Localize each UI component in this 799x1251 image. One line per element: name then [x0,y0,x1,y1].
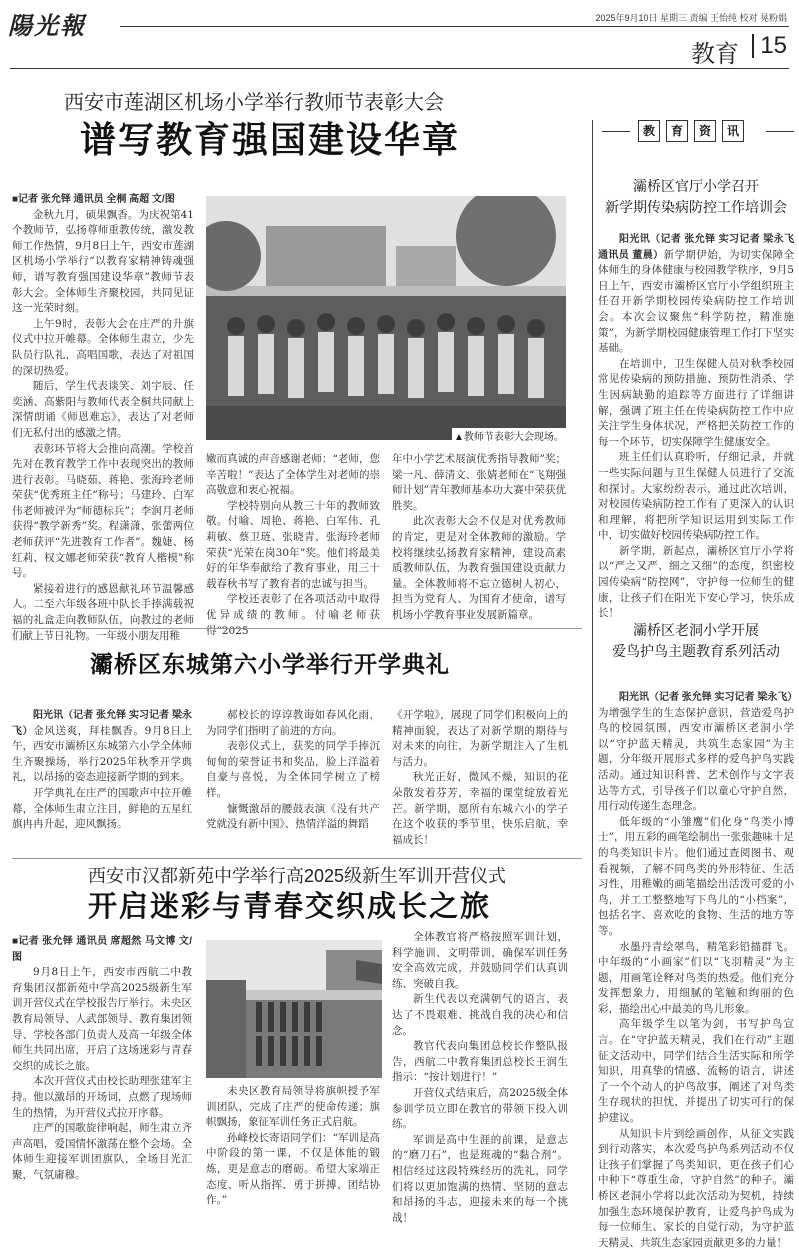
section-name: 教育 [691,41,739,68]
news2-para [598,690,798,815]
news1-title-line2: 新学期传染病防控工作培训会 [605,199,787,215]
article3-para: 教官代表向集团总校长作整队报告，西航二中教育集团总校长王润生指示：“按计划进行！” [392,1040,568,1084]
dateline: 2025年9月10日 星期三 责编 王怡纯 校对 晃粉娟 [595,13,787,23]
news2-para: 低年级的“小雏鹰”们化身“鸟类小博士”，用五彩的画笔绘制出一张张趣味十足的鸟类知识卡片。他们通过查阅图书、观看视频，了解不同鸟类的外形特征、生活习性，用稚嫩的画笔描绘出活泼可爱的小鸟，并工工整整地写下鸟儿的“小档案”，包括名字、喜欢吃的食物、生活的地方等等。 [598,815,794,937]
news1-para: 在培训中，卫生保健人员对秋季校园常见传染病的预防措施、预防性消杀、学生因病缺勤的追踪等方面进行了详细讲解，强调了班主任在传染病防控工作中应关注学生身体状况，严格把关防控工作的每一个环节，切实保障学生健康安全。 [598,357,794,448]
news1-title [598,176,794,218]
article1-col1 [12,192,194,644]
column-divider [592,120,593,1200]
article1-caption: ▲教师节表彰大会现场。 [452,428,566,443]
article2-para-text: 金风送爽，拜桂飘香。9月8日上午，西安市灞桥区东城第六小学全体师生齐聚操场，举行2025年秋季开学典礼，以昂扬的姿态迎接新学期的到来。 [12,724,192,784]
article1-para: 年中小学艺术展演优秀指导教师”奖；梁一凡、薛清文、张婧老师在“飞翔强师计划”青年教师基本功大赛中荣获优胜奖。 [392,453,566,512]
article2-para: 秋光正好，微风不燥，知识的花朵散发着芬芳，幸福的课堂绽放着光芒。新学期，愿所有东城六小的学子在这个收获的季节里，快乐启航，幸福成长！ [392,771,568,846]
article3-col2 [206,1084,380,1209]
news2-para: 从知识卡片到绘画创作，从征文实践到行动落实，本次爱鸟护鸟系列活动不仅让孩子们掌握了鸟类知识，更在孩子们心中种下“尊重生命，守护自然”的种子。灞桥区老洞小学将以此次活动为契机，持续加强生态环境保护教育，让爱鸟护鸟成为每一位师生、家长的自觉行动，为守护蓝天精灵、共筑生态家园贡献更多的力量！ [598,1127,794,1249]
article1-para: 学校特别向从教三十年的教师致敬。付喻、周艳、蒋艳、白军伟、孔莉敏、蔡卫琏、张晓青、张海玲老师荣获“光荣在岗30年”奖。他们将最美好的年华奉献给了教育事业，用三十载春秋书写了教育者的忠诚与担当。 [206,499,380,590]
article1-para: 紧接着进行的感恩献礼环节温馨感人。二至六年级各班中队长手捧满载祝福的礼盒走向教师队伍，向教过的老师们献上节日礼物。一年级小朋友用稚 [12,582,194,642]
news2-para: 水墨丹青绘翠鸟，精笔彩铅描群飞。中年级的“小画家”们以“飞羽精灵”为主题，用画笔诠释对鸟类的热爱。他们充分发挥想象力，用细腻的笔触和绚丽的色彩，描绘出心中最美的鸟儿形象。 [598,940,794,1015]
header-rule [120,26,789,27]
article2-lead: 阳光讯（记者 张允铎 实习记者 梁永飞） [12,710,192,737]
news2-body [598,690,798,1251]
article2-title: 灞桥区东城第六小学举行开学典礼 [90,651,450,677]
news1-title-line1: 灞桥区官厅小学召开 [633,178,759,194]
page-number: 15 [752,34,787,58]
news2-lead: 阳光讯（记者 张允铎 实习记者 梁永飞） [619,692,798,703]
article2-para: 郝校长的谆谆教诲如春风化雨，为同学们指明了前进的方向。 [206,709,380,737]
article1-para: 学校还表彰了在各项活动中取得优异成绩的教师。付喻老师获得“2025 [206,593,380,637]
article2-para: 表彰仪式上，获奖的同学手捧沉甸甸的荣誉证书和奖品，脸上洋溢着自豪与喜悦，为全体同学树立了榜样。 [206,740,380,799]
teachers-day-ceremony-photo [206,196,566,440]
article3-subtitle: 西安市汉都新苑中学举行高2025级新生军训开营仪式 [88,866,507,886]
article3-col1 [12,934,192,1184]
sidebar-header-char: 育 [666,120,688,142]
section-rule [10,68,789,69]
article3-para: 军训是高中生涯的前课，是意志的“磨刀石”，也是班魂的“黏合剂”。相信经过这段特殊经历的洗礼，同学们将以更加饱满的热情、坚韧的意志和昂扬的斗志，迎接未来的每一个挑战！ [392,1133,568,1224]
news1-body [598,232,794,622]
article2-para: 《开学啦》，展现了同学们积极向上的精神面貌，表达了对新学期的期待与对未来的向往，为新学期注入了生机与活力。 [392,709,568,768]
article1-para: 此次表彰大会不仅是对优秀教师的肯定，更是对全体教师的激励。学校将继续弘扬教育家精神，建设高素质教师队伍，为教育强国建设贡献力量。全体教师将不忘立德树人初心，担当为党育人、为国育才使命，谱写机场小学教育事业发展新篇章。 [392,515,566,621]
article3-title: 开启迷彩与青春交织成长之旅 [88,891,492,923]
article3-col3 [392,930,568,1226]
news1-para-text: 新学期伊始，为切实保障全体师生的身体健康与校园教学秩序，9月5日上午，西安市灞桥区官厅小学组织班主任召开新学期校园传染病防控工作培训会。本次会议聚焦“科学防控，精准施策”，为新学期校园健康管理工作打下坚实基础。 [598,248,795,355]
sidebar-header-char: 教 [638,120,660,142]
article2-col3 [392,708,568,848]
article1-para: 随后，学生代表谈笑、刘宇辰、任奕涵、高紫阳与教师代表全桐共同献上深情朗诵《师恩难忘》，表达了对老师们无私付出的感激之情。 [12,380,194,439]
article1-subtitle: 西安市莲湖区机场小学举行教师节表彰大会 [64,92,444,114]
news2-para: 高年级学生以笔为剑，书写护鸟宣言。在“守护蓝天精灵，我们在行动”主题征文活动中，同学们结合生活实际和所学知识，用真挚的情感、流畅的语言，讲述了一个个动人的护鸟故事，阐述了对鸟类生存现状的担忧，并提出了切实可行的保护建议。 [598,1018,794,1125]
news2-para-text: 为增强学生的生态保护意识，营造爱鸟护鸟的校园氛围，西安市灞桥区老洞小学以“守护蓝天精灵，共筑生态家园”为主题，分年级开展形式多样的爱鸟护鸟实践活动。通过知识科普、艺术创作与文字表达等方式，引导孩子们以童心守护自然，用行动传递生态理念。 [598,706,794,813]
news2-title-line1: 灞桥区老洞小学开展 [633,622,759,638]
article1-col3 [392,452,566,624]
sidebar-header [602,120,794,142]
news2-title [598,620,794,662]
article1-para: 表彰环节将大会推向高潮。学校首先对在教育教学工作中表现突出的教师进行表彰。马晓茹、蒋艳、张海玲老师荣获“优秀班主任”称号；马建玲、白军伟老师被评为“师德标兵”；李润月老师获得“教学新秀”奖。程潇潇、张蕾两位老师获评“先进教育工作者”。魏婕、杨红莉、权文娜老师荣获“教育人楷模”称号。 [12,442,194,580]
article3-para: 庄严的国歌旋律响起，师生肃立齐声高唱，爱国情怀激荡在整个会场。全体师生迎接军训团旗队，全场目光汇聚，气氛庸穆。 [12,1122,192,1181]
article1-byline: ■记者 张允铎 通讯员 全桐 高超 文/图 [12,194,175,205]
article3-byline: ■记者 张允铎 通讯员 席超然 马文博 文/图 [12,936,192,963]
article3-para: 开营仪式结束后，高2025级全体参训学员立即在教官的带领下投入训练。 [392,1086,568,1131]
article3-photo [206,940,382,1078]
article1-title: 谱写教育强国建设华章 [80,119,461,160]
article1-para: 金秋九月，硕果飘香。为庆祝第41个教师节，弘扬尊师重教传统，激发教师工作热情，9月8日上午，西安市莲湖区机场小学举行“以教育家精神铸魂强师，谱写教育强国建设华章”教师节表彰大会。全体师生齐聚校园，共同见证这一光荣时刻。 [12,208,194,315]
news1-para: 新学期，新起点，灞桥区官厅小学将以“严之又严、细之又细”的态度，织密校园传染病“防控网”，守护每一位师生的健康，让孩子们在阳光下安心学习，快乐成长！ [598,544,794,620]
article2-col2 [206,708,380,833]
article3-para: 未央区教育局领导将旗帜授予军训团队，完成了庄严的使命传递；旗帜飘扬，象征军训任务正式启航。 [206,1085,380,1129]
article3-para: 新生代表以充满朝气的语言，表达了不畏艰难、挑战自我的决心和信念。 [392,993,568,1037]
news1-lead: 阳光讯（记者 张允铎 实习记者 梁永飞 通讯员 董晨） [598,234,794,261]
article3-para: 孙峰校长寄语同学们：“军训是高中阶段的第一课，不仅是体能的锻炼，更是意志的磨砺。希望大家端正态度、听从指挥、勇于拼搏、团结协作。” [206,1131,380,1207]
article3-para: 全体教官将严格按照军训计划，科学施训、文明带训，确保军训任务安全高效完成，并鼓励同学们认真训练、突破自我。 [392,931,568,990]
article1-photo [206,196,566,440]
article2-col1 [12,708,192,833]
article2-para: 慷慨激昂的腰鼓表演《没有共产党就没有新中国》、热情洋溢的舞蹈 [206,802,380,831]
article3-para: 本次开营仪式由校长助理张建军主持。他以激昂的开场词，点燃了现场师生的热情，为开营仪式拉开序幕。 [12,1075,192,1119]
article2-para [12,708,192,786]
article1-col2 [206,452,380,639]
masthead-logo: 陽光報 [8,11,86,40]
military-training-photo [206,940,382,1078]
article3-para: 9月8日上午，西安市西航二中教育集团汉都新苑中学高2025级新生军训开营仪式在学校报告厅举行。未央区教育局领导、人武部领导、教育集团领导、学校各部门负责人及高一年级全体师生共同出席，开启了这场迷彩与青春交织的成长之旅。 [12,966,192,1072]
article2-rule [12,628,582,629]
article1-para: 嫩而真诚的声音感谢老师：“老师，您辛苦啦！”表达了全体学生对老师的崇高敬意和衷心祝福。 [206,453,380,497]
article3-rule [12,858,582,859]
news1-para: 班主任们认真聆听，仔细记录，并就一些实际问题与卫生保健人员进行了交流和探讨。大家纷纷表示，通过此次培训，对校园传染病防控工作有了更深入的认识和理解，将把所学知识运用到实际工作中，切实做好校园传染病防控工作。 [598,451,794,542]
article2-para: 开学典礼在庄严的国歌声中拉开帷幕，全体师生肃立注目，鲜艳的五星红旗冉冉升起，迎风飘扬。 [12,786,192,831]
news2-title-line2: 爱鸟护鸟主题教育系列活动 [612,643,780,659]
news1-para [598,232,794,357]
sidebar-header-char: 资 [694,120,716,142]
sidebar-header-char: 讯 [722,120,744,142]
article1-para: 上午9时，表彰大会在庄严的升旗仪式中拉开帷幕。全体师生肃立，少先队员行队礼，高唱国歌，表达了对祖国的深切热爱。 [12,317,194,377]
